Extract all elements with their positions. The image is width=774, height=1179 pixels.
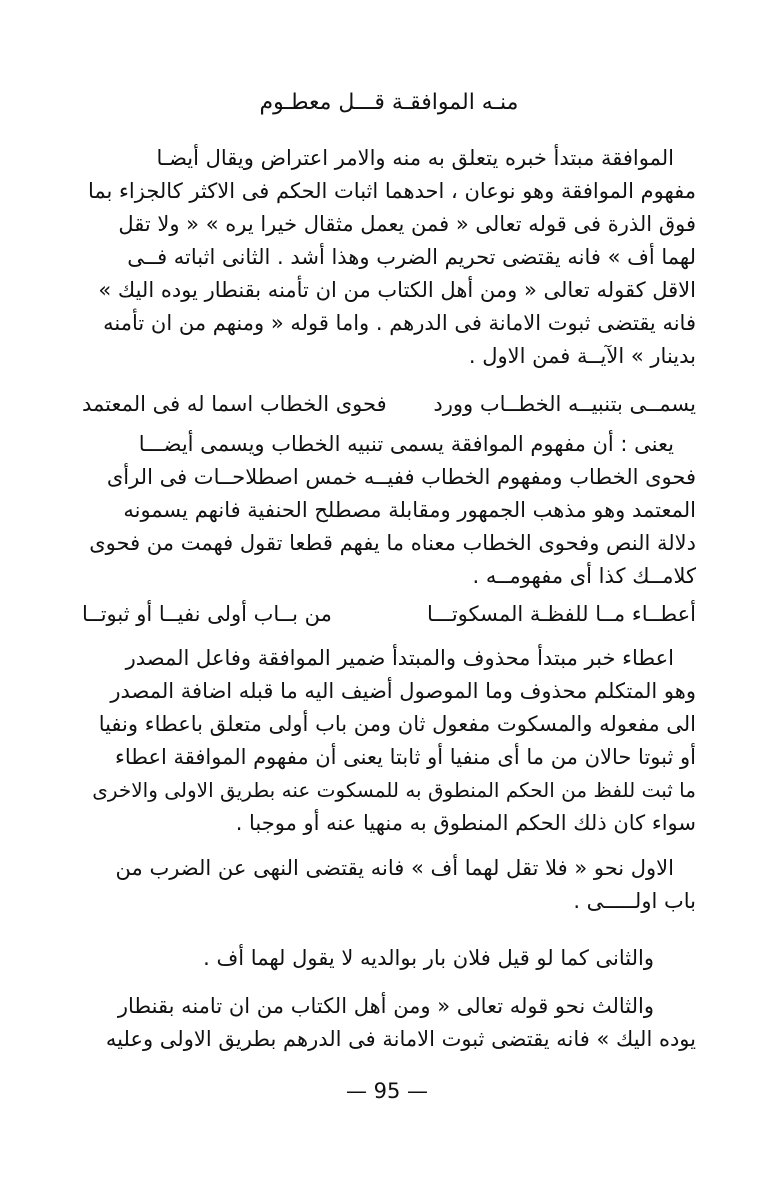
text-line: باب اولـــــى . — [573, 889, 696, 913]
text-line: فانه يقتضى ثبوت الامانة فى الدرهم . واما قوله « ومنهم من ان تأمنه — [103, 311, 696, 335]
verse-1 — [82, 388, 696, 421]
text-line: المعتمد وهو مذهب الجمهور ومقابلة مصطلح الحنفية فانهم يسمونه — [123, 498, 696, 522]
text-line: كلامــك كذا أى مفهومــه . — [472, 564, 696, 588]
text-line: دلالة النص وفحوى الخطاب معناه ما يفهم قطعا تقول فهمت من فحوى — [89, 531, 696, 555]
paragraph-6 — [82, 990, 696, 1056]
text-line: بدينار » الآيــة فمن الاول . — [468, 344, 696, 368]
text-line: مفهوم الموافقة وهو نوعان ، احدهما اثبات الحكم فى الاكثر كالجزاء بما — [88, 179, 696, 203]
text-line: وهو المتكلم محذوف وما الموصول أضيف اليه ما قبله اضافة المصدر — [110, 679, 696, 703]
text-line: فحوى الخطاب ومفهوم الخطاب ففيــه خمس اصطلاحــات فى الرأى — [106, 465, 696, 489]
text-line: أو ثبوتا حالان من ما أى منفيا أو ثابتا يعنى أن مفهوم الموافقة اعطاء — [114, 745, 696, 769]
verse-hemistich-second: من بــاب أولى نفيــا أو ثبوتــا — [82, 602, 332, 626]
text-line: سواء كان ذلك الحكم المنطوق به منهيا عنه أو موجبا . — [235, 811, 696, 835]
text-line: الموافقة مبتدأ خبره يتعلق به منه والامر اعتراض ويقال أيضـا — [156, 146, 674, 170]
paragraph-4 — [82, 852, 696, 918]
text-line: فوق الذرة فى قوله تعالى « فمن يعمل مثقال خيرا يره » « ولا تقل — [118, 212, 696, 236]
verse-2 — [82, 598, 696, 631]
paragraph-2 — [82, 428, 696, 593]
text-line: يوده اليك » فانه يقتضى ثبوت الامانة فى الدرهم بطريق الاولى وعليه — [105, 1027, 696, 1051]
text-line: ما ثبت للفظ من الحكم المنطوق به للمسكوت عنه بطريق الاولى والاخرى — [92, 778, 696, 802]
page-number: — 95 — — [345, 1079, 429, 1103]
verse-hemistich-first: أعطــاء مــا للفظـة المسكوتـــا — [426, 602, 696, 626]
text-line: اعطاء خبر مبتدأ محذوف والمبتدأ ضمير الموافقة وفاعل المصدر — [125, 646, 674, 670]
text-line: لهما أف » فانه يقتضى تحريم الضرب وهذا أشد . الثانى اثباته فــى — [127, 245, 696, 269]
verse-hemistich-second: فحوى الخطاب اسما له فى المعتمد — [82, 392, 387, 416]
paragraph-5 — [82, 942, 696, 975]
page-header: منـه الموافقـة قـــل معطـوم — [259, 90, 519, 115]
text-line: الاقل كقوله تعالى « ومن أهل الكتاب من ان تأمنه بقنطار يوده اليك » — [98, 278, 696, 302]
text-line: الى مفعوله والمسكوت مفعول ثان ومن باب أولى متعلق باعطاء ونفيا — [98, 712, 696, 736]
paragraph-3 — [82, 642, 696, 840]
verse-hemistich-first: يسمــى بتنبيــه الخطــاب وورد — [433, 392, 696, 416]
text-line: يعنى : أن مفهوم الموافقة يسمى تنبيه الخطاب ويسمى أيضـــا — [138, 432, 674, 456]
text-line: والثانى كما لو قيل فلان بار بوالديه لا يقول لهما أف . — [203, 946, 654, 970]
text-line: والثالث نحو قوله تعالى « ومن أهل الكتاب من ان تامنه بقنطار — [117, 994, 654, 1018]
text-line: الاول نحو « فلا تقل لهما أف » فانه يقتضى النهى عن الضرب من — [115, 856, 674, 880]
paragraph-1 — [82, 142, 696, 373]
